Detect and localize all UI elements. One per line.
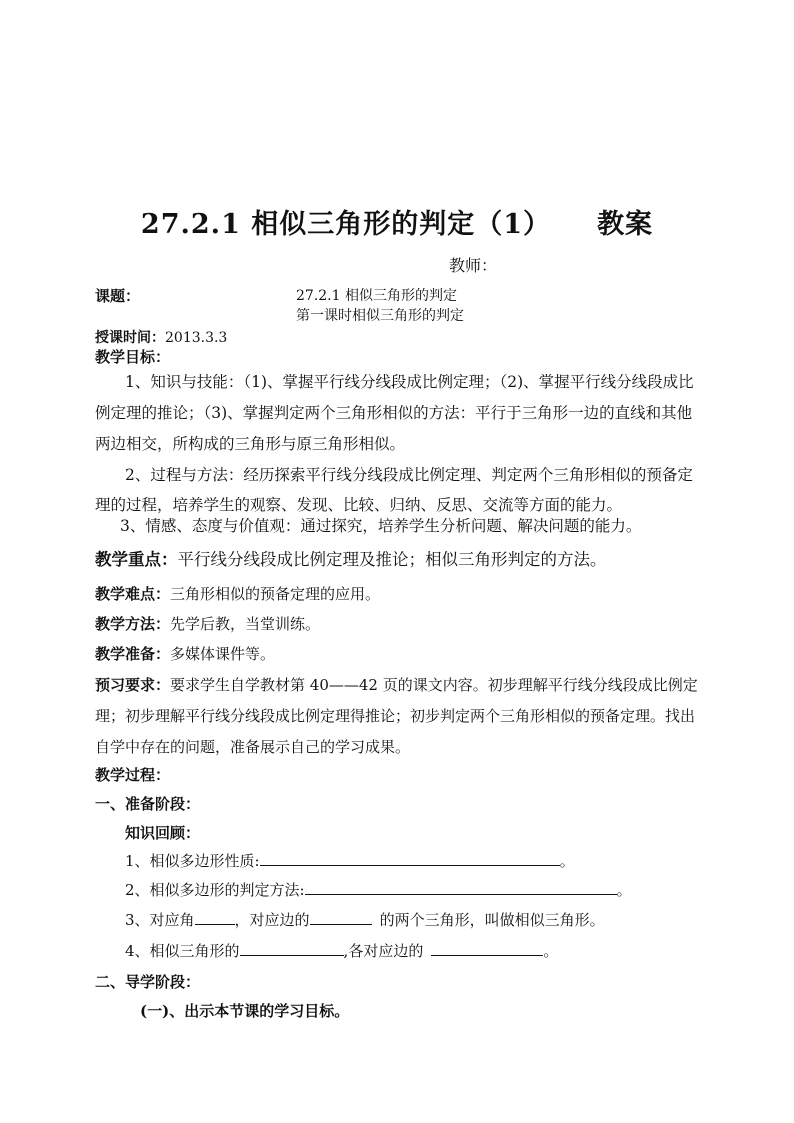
blank-3b[interactable] xyxy=(310,909,372,925)
question-2 xyxy=(125,879,632,900)
objective-1: 1、知识与技能：（1)、掌握平行线分线段成比例定理；（2)、掌握平行线分线段成比例定理的推论；（3)、掌握判定两个三角形相似的方法：平行于三角形一边的直线和其他两边相交，所构成的三角形与原三角形相似。 xyxy=(95,373,694,453)
title-suffix: 教案 xyxy=(597,209,654,240)
question-1 xyxy=(125,850,575,871)
preview-label: 预习要求： xyxy=(95,676,171,694)
preview xyxy=(95,670,701,763)
question-1-text: 1、相似多边形性质: xyxy=(125,852,260,870)
topic-line2: 第一课时相似三角形的判定 xyxy=(296,308,464,324)
process-label: 教学过程： xyxy=(95,766,171,784)
topic-label: 课题： xyxy=(95,287,141,305)
blank-2[interactable] xyxy=(305,879,617,895)
page-title xyxy=(0,202,794,241)
question-4-end: 。 xyxy=(543,942,559,960)
title-main: 27.2.1 相似三角形的判定（1） xyxy=(140,209,552,240)
objectives-label: 教学目标： xyxy=(95,348,171,366)
stage1-label: 一、准备阶段： xyxy=(95,795,201,813)
review-label: 知识回顾： xyxy=(125,824,201,842)
key-points-value: 平行线分线段成比例定理及推论；相似三角形判定的方法。 xyxy=(177,550,607,569)
objective-3: 3、情感、态度与价值观：通过探究，培养学生分析问题、解决问题的能力。 xyxy=(120,517,642,535)
date-value: 2013.3.3 xyxy=(165,330,228,346)
question-3-text-c: 的两个三角形，叫做相似三角形。 xyxy=(379,911,605,929)
preview-value: 要求学生自学教材第 40——42 页的课文内容。初步理解平行线分线段成比例定理；初步理解平行线分线段成比例定理得推论；初步判定两个三角形相似的预备定理。找出自学中存在的问题，准备展示自己的学习成果。 xyxy=(95,676,698,756)
question-2-end: 。 xyxy=(616,881,632,899)
teacher-label: 教师： xyxy=(449,256,498,275)
methods-value: 先学后教，当堂训练。 xyxy=(170,615,321,633)
question-4-text-a: 4、相似三角形的 xyxy=(125,942,240,960)
difficulties xyxy=(95,584,380,604)
objective-2: 2、过程与方法：经历探索平行线分线段成比例定理、判定两个三角形相似的预备定理的过程，培养学生的观察、发现、比较、归纳、反思、交流等方面的能力。 xyxy=(95,466,693,514)
key-points xyxy=(95,546,607,570)
blank-1[interactable] xyxy=(260,850,560,866)
blank-4b[interactable] xyxy=(431,940,543,956)
question-1-end: 。 xyxy=(559,852,575,870)
date-row xyxy=(95,327,227,347)
question-3-text-b: ，对应边的 xyxy=(234,911,310,929)
preparation-label: 教学准备： xyxy=(95,645,171,663)
blank-4a[interactable] xyxy=(240,940,344,956)
question-4 xyxy=(125,940,558,961)
methods xyxy=(95,614,320,634)
question-2-text: 2、相似多边形的判定方法: xyxy=(125,881,305,899)
question-3 xyxy=(125,909,605,930)
stage2-label: 二、导学阶段： xyxy=(95,973,201,991)
question-4-text-b: ,各对应边的 xyxy=(343,942,424,960)
difficulties-label: 教学难点： xyxy=(95,585,171,603)
preparation-value: 多媒体课件等。 xyxy=(170,645,276,663)
stage2-sub1: (一)、出示本节课的学习目标。 xyxy=(140,1002,350,1020)
topic-line1: 27.2.1 相似三角形的判定 xyxy=(296,288,457,304)
key-points-label: 教学重点： xyxy=(95,550,178,569)
difficulties-value: 三角形相似的预备定理的应用。 xyxy=(170,585,381,603)
date-label: 授课时间： xyxy=(95,330,165,346)
methods-label: 教学方法： xyxy=(95,615,171,633)
preparation xyxy=(95,644,275,664)
question-3-text-a: 3、对应角 xyxy=(125,911,195,929)
blank-3a[interactable] xyxy=(195,909,235,925)
